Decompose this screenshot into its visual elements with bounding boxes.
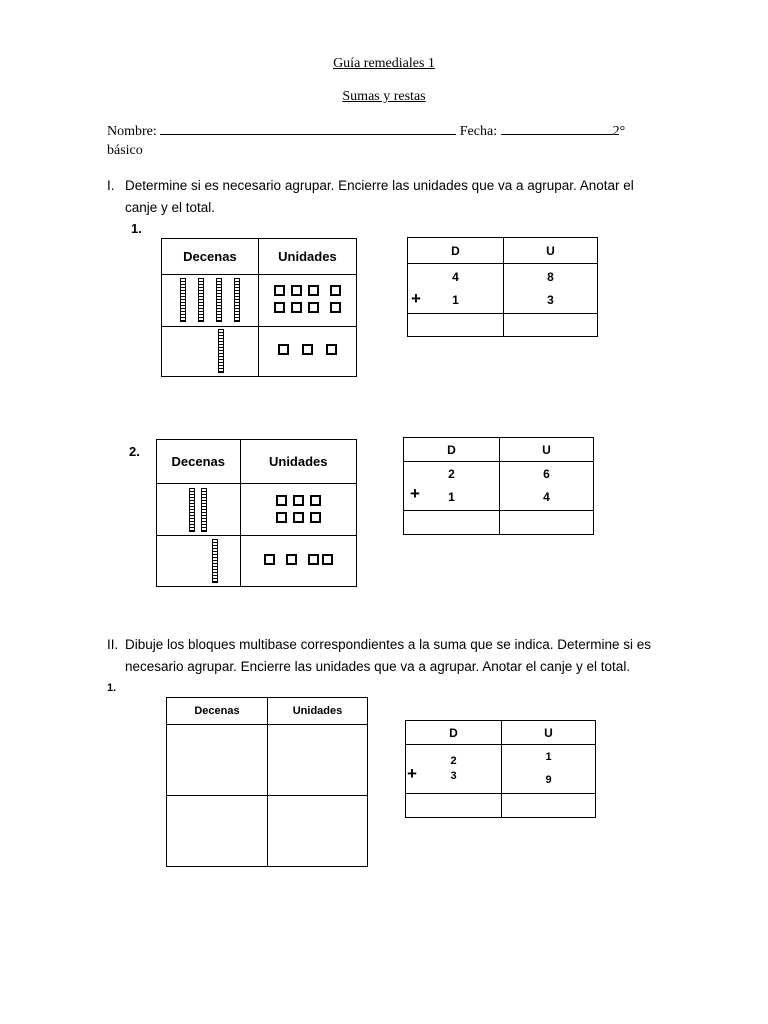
u-total-cell[interactable]: [502, 794, 596, 818]
date-label: Fecha:: [459, 124, 498, 139]
ten-rod: [180, 278, 186, 322]
units-drawing-cell[interactable]: [268, 725, 368, 796]
units-cell: [258, 275, 356, 326]
d-total-cell[interactable]: [404, 511, 500, 535]
student-info-line: [107, 122, 625, 140]
d-addend-2: 1: [452, 292, 459, 307]
u-addends-cell: [502, 745, 596, 794]
unit-cube: [322, 554, 333, 565]
d-total-cell[interactable]: [406, 794, 502, 818]
d-addend-2: 3: [450, 770, 457, 782]
grade-label: 2°: [612, 124, 626, 139]
u-addends-cell: [504, 264, 598, 314]
section1-instruction-line2: canje y el total.: [125, 200, 216, 215]
page-title: Guía remediales 1: [333, 56, 435, 71]
tens-header: Decenas: [162, 239, 259, 275]
unit-cube: [291, 285, 302, 296]
ten-rod: [212, 539, 218, 583]
grade-label-continued: básico: [107, 143, 143, 158]
name-label: Nombre:: [107, 124, 157, 139]
u-header: U: [504, 238, 598, 264]
d-addend-1: 2: [448, 467, 455, 481]
unit-cube: [330, 285, 341, 296]
u-total-cell[interactable]: [500, 511, 594, 535]
u-addend-2: 3: [547, 292, 554, 307]
section2-instruction-line2: necesario agrupar. Encierre las unidades que va a agrupar. Anotar el canje y el total.: [125, 659, 631, 674]
u-addend-1: 6: [543, 467, 550, 481]
plus-sign: +: [407, 764, 417, 783]
u-addends-cell: [500, 462, 594, 511]
name-field[interactable]: [160, 122, 456, 135]
unit-cube: [326, 344, 337, 355]
blocks-table: [156, 439, 357, 587]
section1-instruction: [107, 175, 667, 219]
ten-rod: [218, 329, 224, 373]
units-cell: [240, 536, 357, 587]
tens-cell: [157, 484, 241, 536]
unit-cube: [308, 302, 319, 313]
units-header: Unidades: [240, 440, 357, 484]
unit-cube: [330, 302, 341, 313]
units-cell: [240, 484, 357, 536]
units-header: Unidades: [268, 698, 368, 725]
tens-drawing-cell[interactable]: [167, 725, 268, 796]
tens-cell: [157, 536, 241, 587]
d-header: D: [404, 438, 500, 462]
units-header: Unidades: [258, 239, 356, 275]
unit-cube: [274, 285, 285, 296]
ten-rod: [216, 278, 222, 322]
blocks-table: [166, 697, 368, 867]
unit-cube: [310, 495, 321, 506]
unit-cube: [291, 302, 302, 313]
unit-cube: [278, 344, 289, 355]
unit-cube: [302, 344, 313, 355]
blocks-table: [161, 238, 357, 377]
unit-cube: [276, 495, 287, 506]
d-addend-2: 1: [448, 490, 455, 504]
d-addends-cell: [408, 264, 504, 314]
tens-header: Decenas: [157, 440, 241, 484]
u-addend-2: 4: [543, 490, 550, 504]
exercise-number: 1.: [131, 221, 142, 236]
unit-cube: [310, 512, 321, 523]
unit-cube: [286, 554, 297, 565]
page-subtitle: Sumas y restas: [342, 89, 426, 104]
unit-cube: [308, 285, 319, 296]
d-total-cell[interactable]: [408, 314, 504, 337]
ten-rod: [189, 488, 195, 532]
d-addend-1: 4: [452, 269, 459, 284]
units-drawing-cell[interactable]: [268, 796, 368, 867]
section2-instruction: [107, 634, 667, 678]
place-value-table: [403, 437, 594, 535]
place-value-table: [405, 720, 596, 818]
u-header: U: [502, 721, 596, 745]
unit-cube: [276, 512, 287, 523]
ten-rod: [201, 488, 207, 532]
d-addends-cell: [406, 745, 502, 794]
d-header: D: [408, 238, 504, 264]
section2-prefix: II.: [107, 637, 119, 652]
u-addend-2: 9: [545, 774, 552, 786]
d-addend-1: 2: [450, 755, 457, 767]
unit-cube: [293, 495, 304, 506]
tens-cell: [162, 275, 259, 326]
plus-sign: +: [411, 289, 421, 308]
plus-sign: +: [410, 484, 420, 503]
unit-cube: [264, 554, 275, 565]
ten-rod: [234, 278, 240, 322]
tens-drawing-cell[interactable]: [167, 796, 268, 867]
exercise-number: 1.: [107, 682, 117, 694]
u-addend-1: 8: [547, 269, 554, 284]
exercise-number: 2.: [129, 444, 140, 459]
ten-rod: [198, 278, 204, 322]
unit-cube: [274, 302, 285, 313]
tens-cell: [162, 326, 259, 376]
u-total-cell[interactable]: [504, 314, 598, 337]
section1-prefix: I.: [107, 178, 115, 193]
u-addend-1: 1: [545, 751, 552, 763]
units-cell: [258, 326, 356, 376]
d-header: D: [406, 721, 502, 745]
section1-instruction-line1: Determine si es necesario agrupar. Encierre las unidades que va a agrupar. Anotar el: [125, 178, 634, 193]
unit-cube: [293, 512, 304, 523]
u-header: U: [500, 438, 594, 462]
unit-cube: [308, 554, 319, 565]
place-value-table: [407, 237, 598, 337]
date-field[interactable]: [501, 122, 613, 135]
section2-instruction-line1: Dibuje los bloques multibase correspondientes a la suma que se indica. Determine si es: [125, 637, 652, 652]
tens-header: Decenas: [167, 698, 268, 725]
